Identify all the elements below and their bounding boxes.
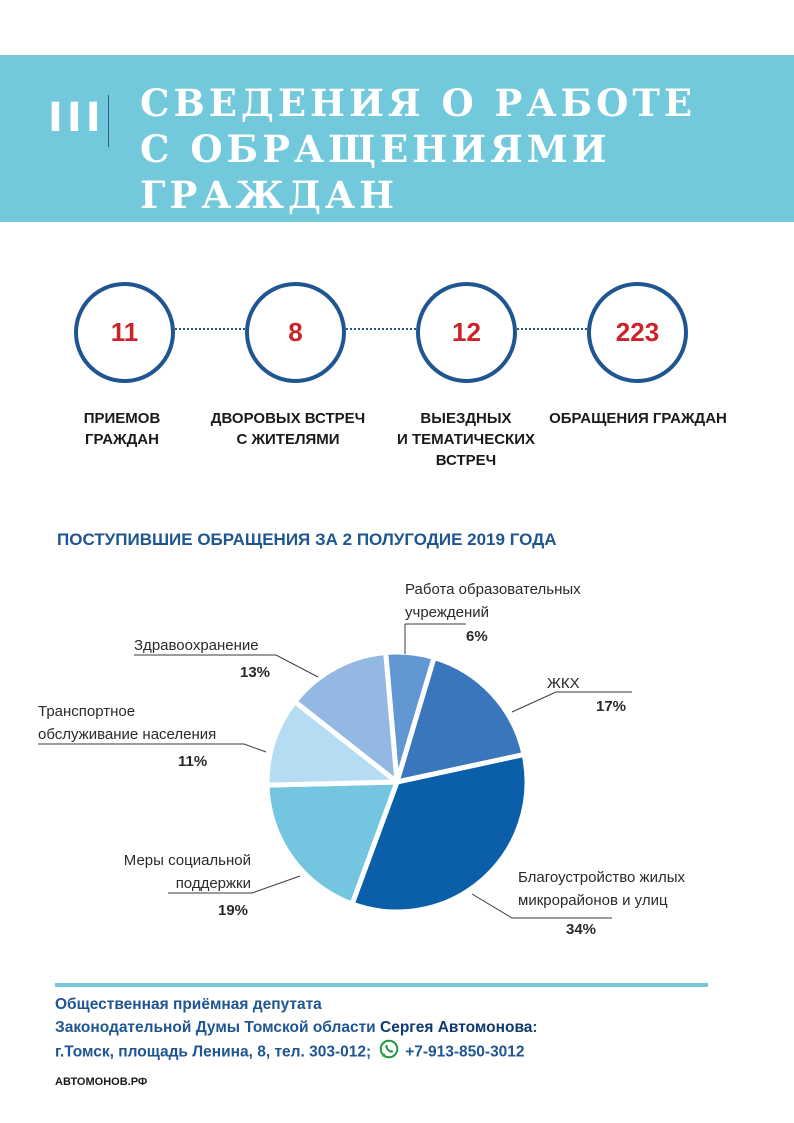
website: АВТОМОНОВ.РФ: [55, 1076, 148, 1088]
footer-line-2: Законодательной Думы Томской области Сергея Автомонова:: [55, 1019, 538, 1036]
stat-value: 11: [110, 317, 139, 347]
slice-label-education: учреждений: [405, 604, 490, 621]
slice-value-housing: 17%: [596, 698, 627, 715]
slice-label-improvement: Благоустройство жилых: [518, 869, 685, 886]
footer-address: г.Томск, площадь Ленина, 8, тел. 303-012;: [55, 1043, 372, 1061]
stat-label-field-meetings: ВЫЕЗДНЫХ И ТЕМАТИЧЕСКИХ ВСТРЕЧ: [397, 410, 535, 469]
chart-title: ПОСТУПИВШИЕ ОБРАЩЕНИЯ ЗА 2 ПОЛУГОДИЕ 2019 ГОДА: [57, 530, 557, 549]
slice-label-improvement: микрорайонов и улиц: [518, 892, 668, 909]
slice-value-transport: 11%: [178, 753, 208, 770]
leader-line-health: [134, 655, 318, 677]
slice-label-social: Меры социальной: [123, 852, 251, 869]
title-line-3: ГРАЖДАН: [140, 173, 399, 217]
leader-line-transport: [38, 744, 266, 752]
slice-label-health: Здравоохранение: [134, 637, 259, 654]
slice-value-health: 13%: [240, 664, 271, 681]
stat-value: 223: [615, 317, 660, 347]
stat-value: 8: [288, 317, 303, 347]
footer-line-3: [55, 1039, 538, 1066]
slice-label-housing: ЖКХ: [547, 675, 580, 692]
title-line-2: С ОБРАЩЕНИЯМИ: [140, 127, 611, 171]
stat-label-receptions: ПРИЕМОВ ГРАЖДАН: [83, 410, 161, 448]
slice-value-improvement: 34%: [566, 921, 597, 938]
footer-phone: +7-913-850-3012: [405, 1043, 525, 1061]
footer-line-1: Общественная приёмная депутата: [55, 996, 322, 1013]
title-line-1: СВЕДЕНИЯ О РАБОТЕ: [140, 81, 697, 125]
slice-label-transport: обслуживание населения: [38, 726, 217, 743]
deputy-name: Сергея Автомонова: [380, 1019, 533, 1036]
stat-value: 12: [452, 317, 481, 347]
section-number: III: [48, 95, 105, 141]
slice-label-social: поддержки: [175, 875, 251, 892]
slice-value-social: 19%: [218, 902, 249, 919]
footer-contacts: [55, 993, 538, 1066]
slice-value-education: 6%: [466, 628, 488, 645]
slice-label-education: Работа образовательных: [405, 581, 581, 598]
slice-label-transport: Транспортное: [38, 703, 136, 720]
stat-label-yard-meetings: ДВОРОВЫХ ВСТРЕЧ С ЖИТЕЛЯМИ: [210, 410, 366, 448]
stat-label-appeals: ОБРАЩЕНИЯ ГРАЖДАН: [549, 410, 727, 427]
whatsapp-icon: [379, 1039, 399, 1066]
footer-divider: [55, 983, 708, 987]
